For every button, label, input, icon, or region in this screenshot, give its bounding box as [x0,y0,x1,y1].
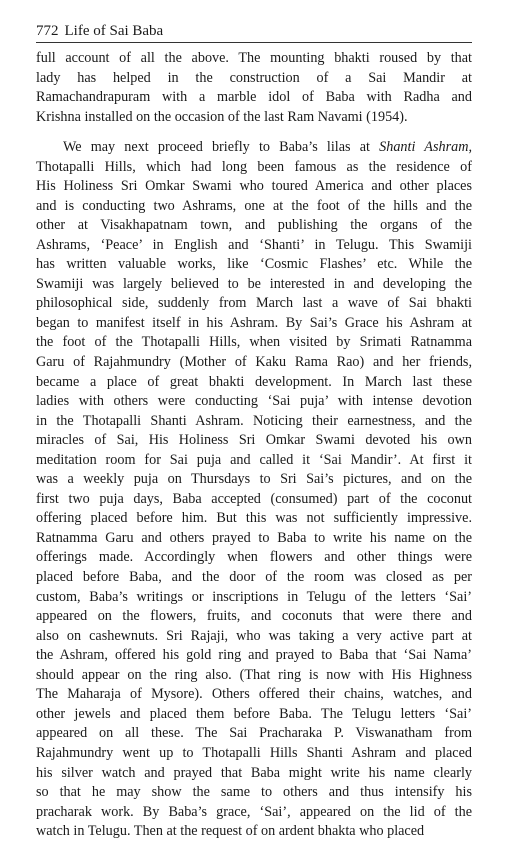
text-line: custom, Baba’s writings or inscriptions in Telugu of the letters ‘Sai’ [36,588,472,605]
text-line: so that he may show the same to others and thus intensify his [36,784,472,801]
text-line: lady has helped in the construction of a Sai Mandir at [36,69,472,86]
text-line: Garu of Rajahmundry (Mother of Kaku Rama Rao) and her friends, [36,354,472,371]
paragraph-1 [36,49,472,127]
text-line: also on cashewnuts. Sri Rajaji, who was taking a very active part at [36,627,472,644]
text-line: ladies with others were conducting ‘Sai puja’ with intense devotion [36,393,472,410]
text-line: became a place of great bhakti development. In March last these [36,373,472,390]
text-line: appeared on all these. The Sai Pracharaka P. Viswanatham from [36,725,472,742]
text-line: the Ashram, offered his gold ring and prayed to Baba that ‘Sai Nama’ [36,647,472,664]
header-rule [36,42,472,43]
text-line: We may next proceed briefly to Baba’s lilas at Shanti Ashram, [63,139,472,155]
text-line: full account of all the above. The mounting bhakti roused by that [36,50,472,66]
text-line: Thotapalli Hills, which had long been famous as the residence of [36,158,472,175]
text-line: placed before Baba, and the door of the room was closed as per [36,569,472,586]
text-line: his silver watch and prayed that Baba might write his name clearly [36,764,472,781]
text-line: in the Thotapalli Shanti Ashram. Noticing their earnestness, and the [36,412,472,429]
text-line: other at Visakhapatnam town, and publishing the organs of the [36,217,472,234]
text-line: offering placed before him. But this was not sufficiently impressive. [36,510,472,527]
text-line: The Maharaja of Mysore). Others offered their chains, watches, and [36,686,472,703]
text-line: Krishna installed on the occasion of the last Ram Navami (1954). [36,108,408,125]
text-line: first two puja days, Baba accepted (consumed) part of the coconut [36,490,472,507]
text-line: was a weekly puja on Thursdays to Sri Sai’s pictures, and on the [36,471,472,488]
text-line: Ramachandrapuram with a marble idol of Baba with Radha and [36,89,472,106]
text-line: philosophical side, suddenly from March last a wave of Sai bhakti [36,295,472,312]
italic-place-name: Shanti Ashram, [379,139,472,155]
book-page [36,0,472,840]
running-head [36,21,472,41]
text-line: Ratnamma Garu and others prayed to Baba to write his name on the [36,529,472,546]
text-line: Swamiji was largely believed to be interested in and developing the [36,275,472,292]
text-line: appeared on the flowers, fruits, and coconuts that were there and [36,608,472,625]
text-line: watch in Telugu. Then at the request of on ardent bhakta who placed [36,823,425,840]
text-line: miracles of Sai, His Holiness Sri Omkar Swami devoted his own [36,432,472,449]
running-title: Life of Sai Baba [64,23,164,39]
text-line: His Holiness Sri Omkar Swami who toured America and other places [36,178,472,195]
text-line: meditation room for Sai puja and called it ‘Sai Mandir’. At first it [36,451,472,468]
text-line: the foot of the Thotapalli Hills, when visited by Srimati Ratnamma [36,334,472,351]
text-line: began to manifest itself in his Ashram. By Sai’s Grace his Ashram at [36,314,472,331]
text-line: other jewels and placed them before Baba. The Telugu letters ‘Sai’ [36,705,472,722]
text-line: has written valuable works, like ‘Cosmic Flashes’ etc. While the [36,256,472,273]
page-number: 772 [36,23,59,39]
text-line: Rajahmundry went up to Thotapalli Hills Shanti Ashram and placed [36,744,472,761]
text-line: and is conducting two Ashrams, one at the foot of the hills and the [36,197,472,214]
text-line: pracharak work. By Baba’s grace, ‘Sai’, appeared on the lid of the [36,803,472,820]
text-line: should appear on the ring also. (That ring is now with His Highness [36,666,472,683]
paragraph-2 [36,138,472,842]
text-line: offerings made. Accordingly when flowers and other things were [36,549,472,566]
text-line: Ashrams, ‘Peace’ in English and ‘Shanti’ in Telugu. This Swamiji [36,236,472,253]
